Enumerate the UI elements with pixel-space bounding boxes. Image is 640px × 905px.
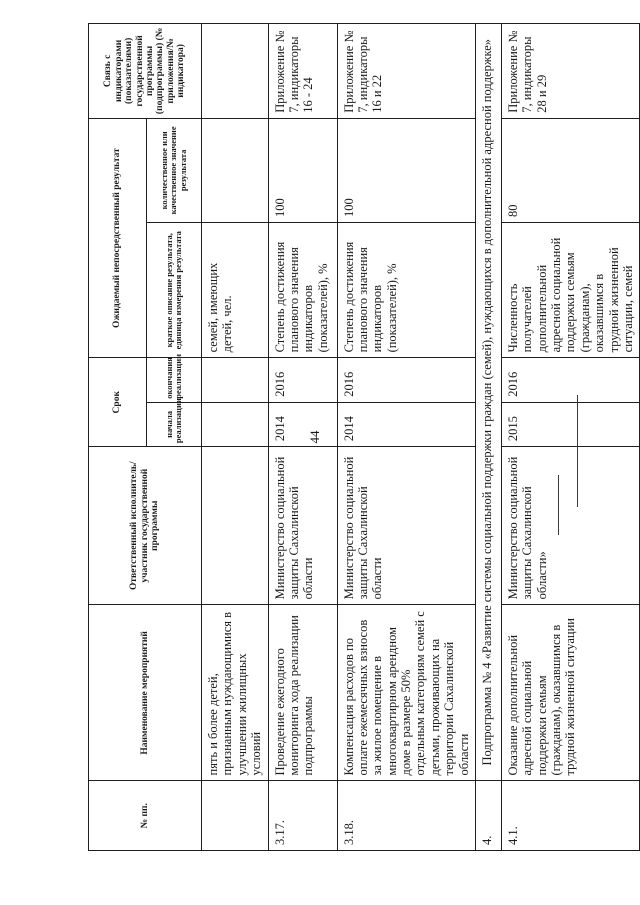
cell-end-year: 2016	[337, 358, 475, 402]
cell-result-value: 100	[268, 118, 337, 222]
cell-result-description: семей, имеющих детей, чел.	[202, 223, 269, 358]
table-row-section	[475, 24, 501, 851]
rotated-table-container	[88, 23, 635, 851]
header-result-description: краткое описание результата, единица измерения результата	[147, 223, 202, 358]
header-term-end: окончания реализации	[147, 358, 202, 402]
cell-measure-name: Проведение ежегодного мониторинга хода реализации подпрограммы	[268, 605, 337, 781]
cell-result-description: Степень достижения планового значения индикаторов (показателей), %	[337, 223, 475, 358]
table-row	[337, 24, 475, 851]
cell-start-year: 2014	[337, 402, 475, 446]
cell-measure-name: пять и более детей, признанным нуждающимися в улучшении жилищных условий	[202, 605, 269, 781]
cell-number: 3.17.	[268, 781, 337, 851]
header-expected-result: Ожидаемый непосредственный результат	[89, 118, 147, 358]
cell-number: 4.1.	[501, 781, 639, 851]
cell-result-value: 80	[501, 118, 639, 222]
cell-result-value	[202, 118, 269, 222]
header-executor: Ответственный исполнитель/участник государственной программы	[89, 447, 202, 605]
cell-start-year: 2014	[268, 402, 337, 446]
cell-indicators: Приложение № 7, индикаторы 16 - 24	[268, 24, 337, 119]
cell-measure-name: Оказание дополнительной адресной социальной поддержки семьям (гражданам), оказавшимся в трудной жизненной ситуации	[501, 605, 639, 781]
cell-indicators: Приложение № 7, индикаторы 16 и 22	[337, 24, 475, 119]
cell-number: 3.18.	[337, 781, 475, 851]
cell-number	[202, 781, 269, 851]
cell-indicators: Приложение № 7, индикаторы 28 и 29	[501, 24, 639, 119]
table-row	[501, 24, 639, 851]
cell-start-year	[202, 402, 269, 446]
header-measure-name: Наименование мероприятий	[89, 605, 202, 781]
cell-executor: Министерство социальной защиты Сахалинской области	[268, 447, 337, 605]
cell-end-year: 2016	[268, 358, 337, 402]
cell-end-year: 2016	[501, 358, 639, 402]
scan-artifact-line	[558, 475, 559, 535]
program-measures-table	[88, 23, 640, 851]
header-result-value: количественное или качественное значение результата	[147, 118, 202, 222]
scan-artifact-line	[577, 395, 578, 507]
cell-section-number: 4.	[475, 781, 501, 851]
header-term-start: начала реализации	[147, 402, 202, 446]
cell-result-value: 100	[337, 118, 475, 222]
table-row-continuation	[202, 24, 269, 851]
cell-indicators	[202, 24, 269, 119]
header-term: Срок	[89, 358, 147, 447]
table-row	[268, 24, 337, 851]
cell-measure-name: Компенсация расходов по оплате ежемесячных взносов за жилое помещение в многоквартирном арендном доме в размере 50% отдельным категориям семей с детьми, проживающих на территории Сахалинской области	[337, 605, 475, 781]
cell-executor: Министерство социальной защиты Сахалинской области»	[501, 447, 639, 605]
cell-section-title: Подпрограмма № 4 «Развитие системы социальной поддержки граждан (семей), нуждающихся в дополнительной адресной поддержке»	[475, 24, 501, 781]
cell-executor: Министерство социальной защиты Сахалинской области	[337, 447, 475, 605]
cell-result-description: Степень достижения планового значения индикаторов (показателей), %	[268, 223, 337, 358]
header-indicators-link: Связь с индикаторами (показателями) государственной программы (подпрограммы) (№ приложения/№ индикатора)	[89, 24, 202, 119]
header-number: № пп.	[89, 781, 202, 851]
page-number: 44	[307, 430, 322, 444]
cell-result-description: Численность получателей дополнительной адресной социальной поддержки семьям (гражданам), оказавшимся в трудной жизненной ситуации, семей	[501, 223, 639, 358]
cell-executor	[202, 447, 269, 605]
cell-end-year	[202, 358, 269, 402]
cell-start-year: 2015	[501, 402, 639, 446]
